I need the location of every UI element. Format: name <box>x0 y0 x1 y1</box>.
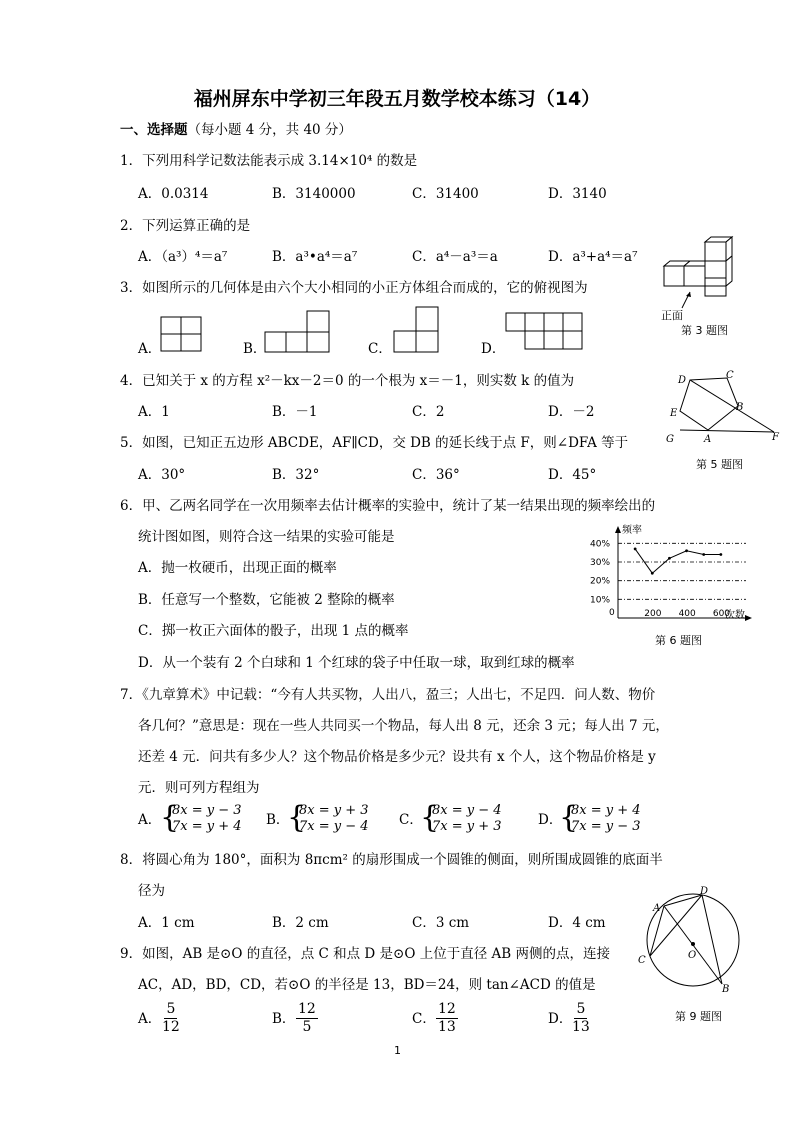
q7-c-eq1: 8x = y − 4 <box>432 803 502 818</box>
section-header <box>120 121 352 139</box>
chart-data-point <box>651 572 654 575</box>
q3-caption: 第 3 题图 <box>681 324 728 337</box>
q5-option-a: A．30° <box>138 467 186 483</box>
q6-caption: 第 6 题图 <box>655 634 702 647</box>
q7-a-eq1: 8x = y − 3 <box>172 803 242 818</box>
q9-option-b-fraction <box>296 1001 318 1036</box>
q1-option-a: A．0.0314 <box>138 186 209 202</box>
q5-option-b: B．32° <box>272 467 320 483</box>
q3-option-b-figure <box>264 310 330 354</box>
q5-point-f: F <box>772 432 779 443</box>
chart-y-tick-label: 20% <box>590 576 611 587</box>
q5-point-g: G <box>666 434 674 445</box>
q7-line3: 还差 4 元．问共有多少人？这个物品价格是多少元？设共有 x 个人，这个物品价格是 y <box>138 749 656 765</box>
page-number: 1 <box>394 1044 401 1057</box>
chart-data-point <box>719 553 722 556</box>
q7-option-a-system <box>172 803 242 835</box>
q1-stem: 1．下列用科学记数法能表示成 3.14×10⁴ 的数是 <box>120 153 418 169</box>
q9-point-a: A <box>653 903 661 914</box>
chart-x-arrow <box>745 615 752 621</box>
q5-stem: 5．如图，已知正五边形 ABCDE，AF∥CD，交 DB 的延长线于点 F，则∠DFA 等于 <box>120 435 629 451</box>
chart-data-point <box>702 553 705 556</box>
q4-stem: 4．已知关于 x 的方程 x²－kx－2＝0 的一个根为 x＝－1，则实数 k 的值为 <box>120 373 575 389</box>
q5-option-d: D．45° <box>548 467 597 483</box>
q8-option-a: A．1 cm <box>138 915 195 931</box>
q7-option-d-label: D． <box>538 812 563 828</box>
q9-option-c-fraction <box>436 1001 458 1036</box>
q9-line2: AC，AD，BD，CD，若⊙O 的半径是 13，BD＝24，则 tan∠ACD 的值是 <box>138 977 596 993</box>
q3-front-label: 正面 <box>661 309 683 322</box>
q7-option-b-label: B． <box>266 812 290 828</box>
q4-option-b: B．－1 <box>272 404 318 420</box>
q7-line2: 各几何？”意思是：现在一些人共同买一个物品，每人出 8 元，还余 3 元；每人出 7 元， <box>138 718 669 734</box>
q7-line1: 7．《九章算术》中记载：“今有人共买物，人出八，盈三；人出七，不足四．问人数、物价 <box>120 687 656 703</box>
chart-y-tick-label: 40% <box>590 539 611 550</box>
chart-y-tick-label: 30% <box>590 558 611 568</box>
chart-x-tick-label: 200 <box>644 609 662 619</box>
q3-stem: 3．如图所示的几何体是由六个大小相同的小正方体组合而成的，它的俯视图为 <box>120 280 588 296</box>
q3-option-a-figure <box>160 316 204 354</box>
q8-option-b: B．2 cm <box>272 915 329 931</box>
q9-option-b-label: B． <box>272 1011 296 1027</box>
q9-option-a-fraction <box>160 1001 182 1036</box>
q9-point-d: D <box>700 886 709 897</box>
q2-option-c: C．a⁴－a³＝a <box>412 249 498 265</box>
q9-b-denominator: 5 <box>302 1019 312 1035</box>
q9-option-d-fraction <box>570 1001 592 1036</box>
q4-option-a: A．1 <box>138 404 170 420</box>
q9-c-denominator: 13 <box>438 1019 456 1035</box>
chart-origin: 0 <box>609 608 615 618</box>
q7-option-a-brace: { <box>160 800 180 835</box>
q1-option-c: C．31400 <box>412 186 479 202</box>
q7-b-eq1: 8x = y + 3 <box>299 803 369 818</box>
q6-option-a: A．抛一枚硬币，出现正面的概率 <box>138 560 337 576</box>
q5-pentagon-figure <box>666 370 784 450</box>
q3-option-a: A． <box>138 341 162 357</box>
q5-point-c: C <box>726 370 734 381</box>
q6-stem-line1: 6．甲、乙两名同学在一次用频率去估计概率的实验中，统计了某一结果出现的频率绘出的 <box>120 498 656 514</box>
chart-x-tick-label: 400 <box>678 609 696 619</box>
q7-option-b-system <box>299 803 369 835</box>
q7-option-b-brace: { <box>287 800 307 835</box>
q9-line1: 9．如图，AB 是⊙O 的直径，点 C 和点 D 是⊙O 上位于直径 AB 两侧的点，连接 <box>120 946 610 962</box>
chart-y-arrow <box>615 526 621 533</box>
q3-option-d: D． <box>481 341 506 357</box>
q7-option-d-brace: { <box>559 800 579 835</box>
q9-point-o: O <box>688 950 697 961</box>
chart-x-tick-label: 600 <box>712 609 731 619</box>
q4-option-c: C．2 <box>412 404 445 420</box>
chart-y-tick-label: 10% <box>590 595 611 606</box>
q1-option-b: B．3140000 <box>272 186 356 202</box>
q3-option-c: C． <box>368 341 392 357</box>
q9-option-a-label: A． <box>138 1011 162 1027</box>
q7-option-d-system <box>571 803 641 835</box>
q5-option-c: C．36° <box>412 467 460 483</box>
q9-d-denominator: 13 <box>572 1019 590 1035</box>
q5-point-a: A <box>704 434 712 445</box>
q7-a-eq2: 7x = y + 4 <box>172 819 242 834</box>
q9-option-d-label: D． <box>548 1011 573 1027</box>
page-title: 福州屏东中学初三年段五月数学校本练习（14） <box>193 88 601 110</box>
q5-caption: 第 5 题图 <box>696 458 743 471</box>
q6-stem-line2: 统计图如图，则符合这一结果的实验可能是 <box>138 529 395 545</box>
q9-d-numerator: 5 <box>576 1001 586 1017</box>
q3-option-c-figure <box>393 306 441 354</box>
q9-caption: 第 9 题图 <box>675 1010 722 1023</box>
q3-option-b: B． <box>243 341 267 357</box>
q6-frequency-chart <box>588 522 758 622</box>
q8-option-c: C．3 cm <box>412 915 470 931</box>
q8-line2: 径为 <box>138 883 165 899</box>
q7-line4: 元．则可列方程组为 <box>138 780 260 796</box>
q9-circle-figure <box>636 884 754 996</box>
q9-b-numerator: 12 <box>298 1001 316 1017</box>
q9-option-c-label: C． <box>412 1011 436 1027</box>
q7-option-c-brace: { <box>420 800 440 835</box>
chart-series-line <box>635 549 721 573</box>
section-heading: 一、选择题 <box>120 122 188 138</box>
chart-ylabel: 频率 <box>622 525 642 536</box>
q2-option-b: B．a³•a⁴＝a⁷ <box>272 249 358 265</box>
q2-stem: 2．下列运算正确的是 <box>120 218 251 234</box>
q7-c-eq2: 7x = y + 3 <box>432 819 502 834</box>
q9-point-c: C <box>638 955 646 966</box>
chart-xlabel: 次数 <box>725 610 745 621</box>
q2-option-a: A．（a³）⁴＝a⁷ <box>138 249 228 265</box>
q1-option-d: D．3140 <box>548 186 607 202</box>
q9-c-numerator: 12 <box>438 1001 456 1017</box>
q7-d-eq1: 8x = y + 4 <box>571 803 641 818</box>
q6-option-d: D．从一个装有 2 个白球和 1 个红球的袋子中任取一球，取到红球的概率 <box>138 655 575 671</box>
q4-option-d: D．－2 <box>548 404 595 420</box>
q9-a-denominator: 12 <box>162 1019 180 1035</box>
chart-data-point <box>634 548 637 551</box>
q5-point-d: D <box>678 375 687 386</box>
q7-option-c-label: C． <box>399 812 423 828</box>
section-note: （每小题 4 分，共 40 分） <box>187 122 352 138</box>
q7-d-eq2: 7x = y − 3 <box>571 819 641 834</box>
q9-a-numerator: 5 <box>166 1001 176 1017</box>
q2-option-d: D．a³+a⁴＝a⁷ <box>548 249 638 265</box>
q7-option-a-label: A． <box>138 812 162 828</box>
q6-option-c: C．掷一枚正六面体的骰子，出现 1 点的概率 <box>138 623 409 639</box>
q3-option-d-figure <box>505 312 585 352</box>
q5-point-e: E <box>670 408 678 419</box>
q8-option-d: D．4 cm <box>548 915 606 931</box>
q5-point-b: B <box>736 402 744 413</box>
q7-option-c-system <box>432 803 502 835</box>
chart-data-point <box>668 557 671 560</box>
q8-line1: 8．将圆心角为 180°，面积为 8πcm² 的扇形围成一个圆锥的侧面，则所围成圆锥的底面半 <box>120 852 663 868</box>
chart-data-point <box>685 549 688 552</box>
q7-b-eq2: 7x = y − 4 <box>299 819 369 834</box>
q6-option-b: B．任意写一个整数，它能被 2 整除的概率 <box>138 592 395 608</box>
q9-point-b: B <box>722 984 730 995</box>
